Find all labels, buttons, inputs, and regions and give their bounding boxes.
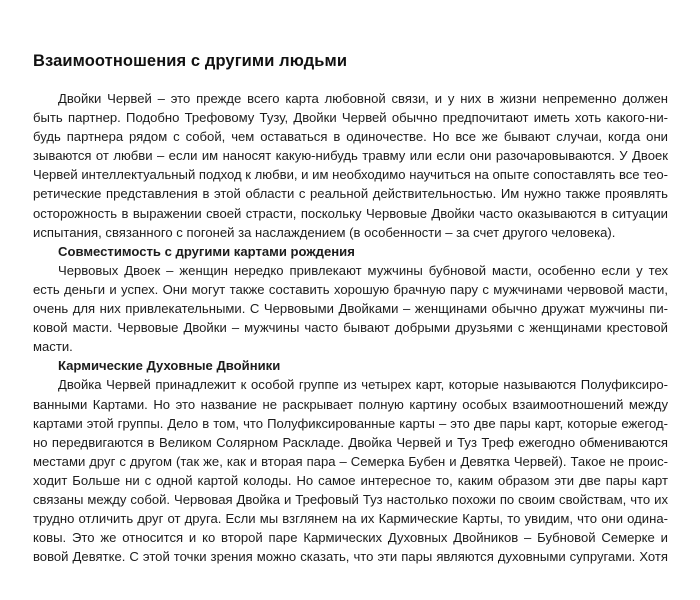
text-line: ходит Больше ни с одной картой колоды. Но самое интересное то, каким образом эти две пары карт	[33, 472, 668, 488]
text-line: есть деньги и успех. Они могут также составить хорошую брачную пару с мужчинами червовой масти,	[33, 281, 668, 297]
text-line: вовой Девятке. С этой точки зрения можно сказать, что эти пары являются духовными супругами. Хотя	[33, 549, 668, 565]
text-line: масти.	[33, 339, 73, 355]
text-line: ковой масти. Червовые Двойки – мужчины часто бывают добрыми друзьями с женщинами крестовой	[33, 320, 668, 336]
text-line: испытания, связанного с погоней за наслаждением (в особенности – за счет другого человека).	[33, 224, 616, 240]
text-line: трудно отличить друг от друга. Если мы взглянем на их Кармические Карты, то увидим, что они одина-	[33, 511, 668, 527]
text-line: ванными Картами. Но это название не раскрывает полную картину особых взаимоотношений между	[33, 396, 668, 412]
section-title: Взаимоотношения с другими людьми	[33, 52, 348, 70]
text-line: зываются от любви – если им наносят какую-нибудь травму или если они разочаровываются. У Двоек	[33, 148, 668, 164]
text-line: ретические представления в этой области с реальной действительностью. Им нужно также проявлять	[33, 186, 668, 202]
subsection-heading: Совместимость с другими картами рождения	[58, 243, 355, 259]
subsection-heading: Кармические Духовные Двойники	[58, 358, 281, 374]
text-line: но передвигаются в Великом Солярном Раскладе. Двойка Червей и Туз Треф ежегодно обмениваются	[33, 434, 668, 450]
text-line: местами друг с другом (так же, как и вторая пара – Семерка Бубен и Девятка Червей). Такое не проис-	[33, 453, 668, 469]
text-line: связаны между собой. Червовая Двойка и Трефовый Туз настолько похожи по своим свойствам, что их	[33, 491, 668, 507]
text-line: ковы. Это же относится и ко второй паре Кармических Духовных Двойников – Бубновой Семерке и	[33, 530, 668, 546]
text-line: осторожность в выражении своей страсти, поскольку Червовые Двойки часто оказываются в ситуации	[33, 205, 668, 221]
text-line: Двойки Червей – это прежде всего карта любовной связи, и у них в жизни непременно должен	[58, 91, 668, 106]
text-line: очень для них привлекательными. С Червовыми Двойками – женщинами обычно дружат мужчины пи-	[33, 301, 668, 317]
body-text	[33, 89, 668, 566]
text-line: будь партнера рядом с собой, чем оставаться в одиночестве. Но все же бывают случаи, когда они	[33, 129, 668, 145]
text-line: Червей интеллектуальный подход к любви, и им необходимо научиться на опыте сопоставлять все тео-	[33, 167, 668, 183]
text-line: быть партнер. Подобно Трефовому Тузу, Двойки Червей обычно предпочитают иметь хоть какого-ни-	[33, 110, 668, 126]
text-line: Червовых Двоек – женщин нередко привлекают мужчины бубновой масти, особенно если у тех	[58, 262, 668, 278]
text-line: Двойка Червей принадлежит к особой группе из четырех карт, которые называются Полуфиксиро-	[58, 377, 668, 393]
text-line: картами этой группы. Дело в том, что Полуфиксированные карты – это две пары карт, которые ежегод-	[33, 415, 668, 431]
